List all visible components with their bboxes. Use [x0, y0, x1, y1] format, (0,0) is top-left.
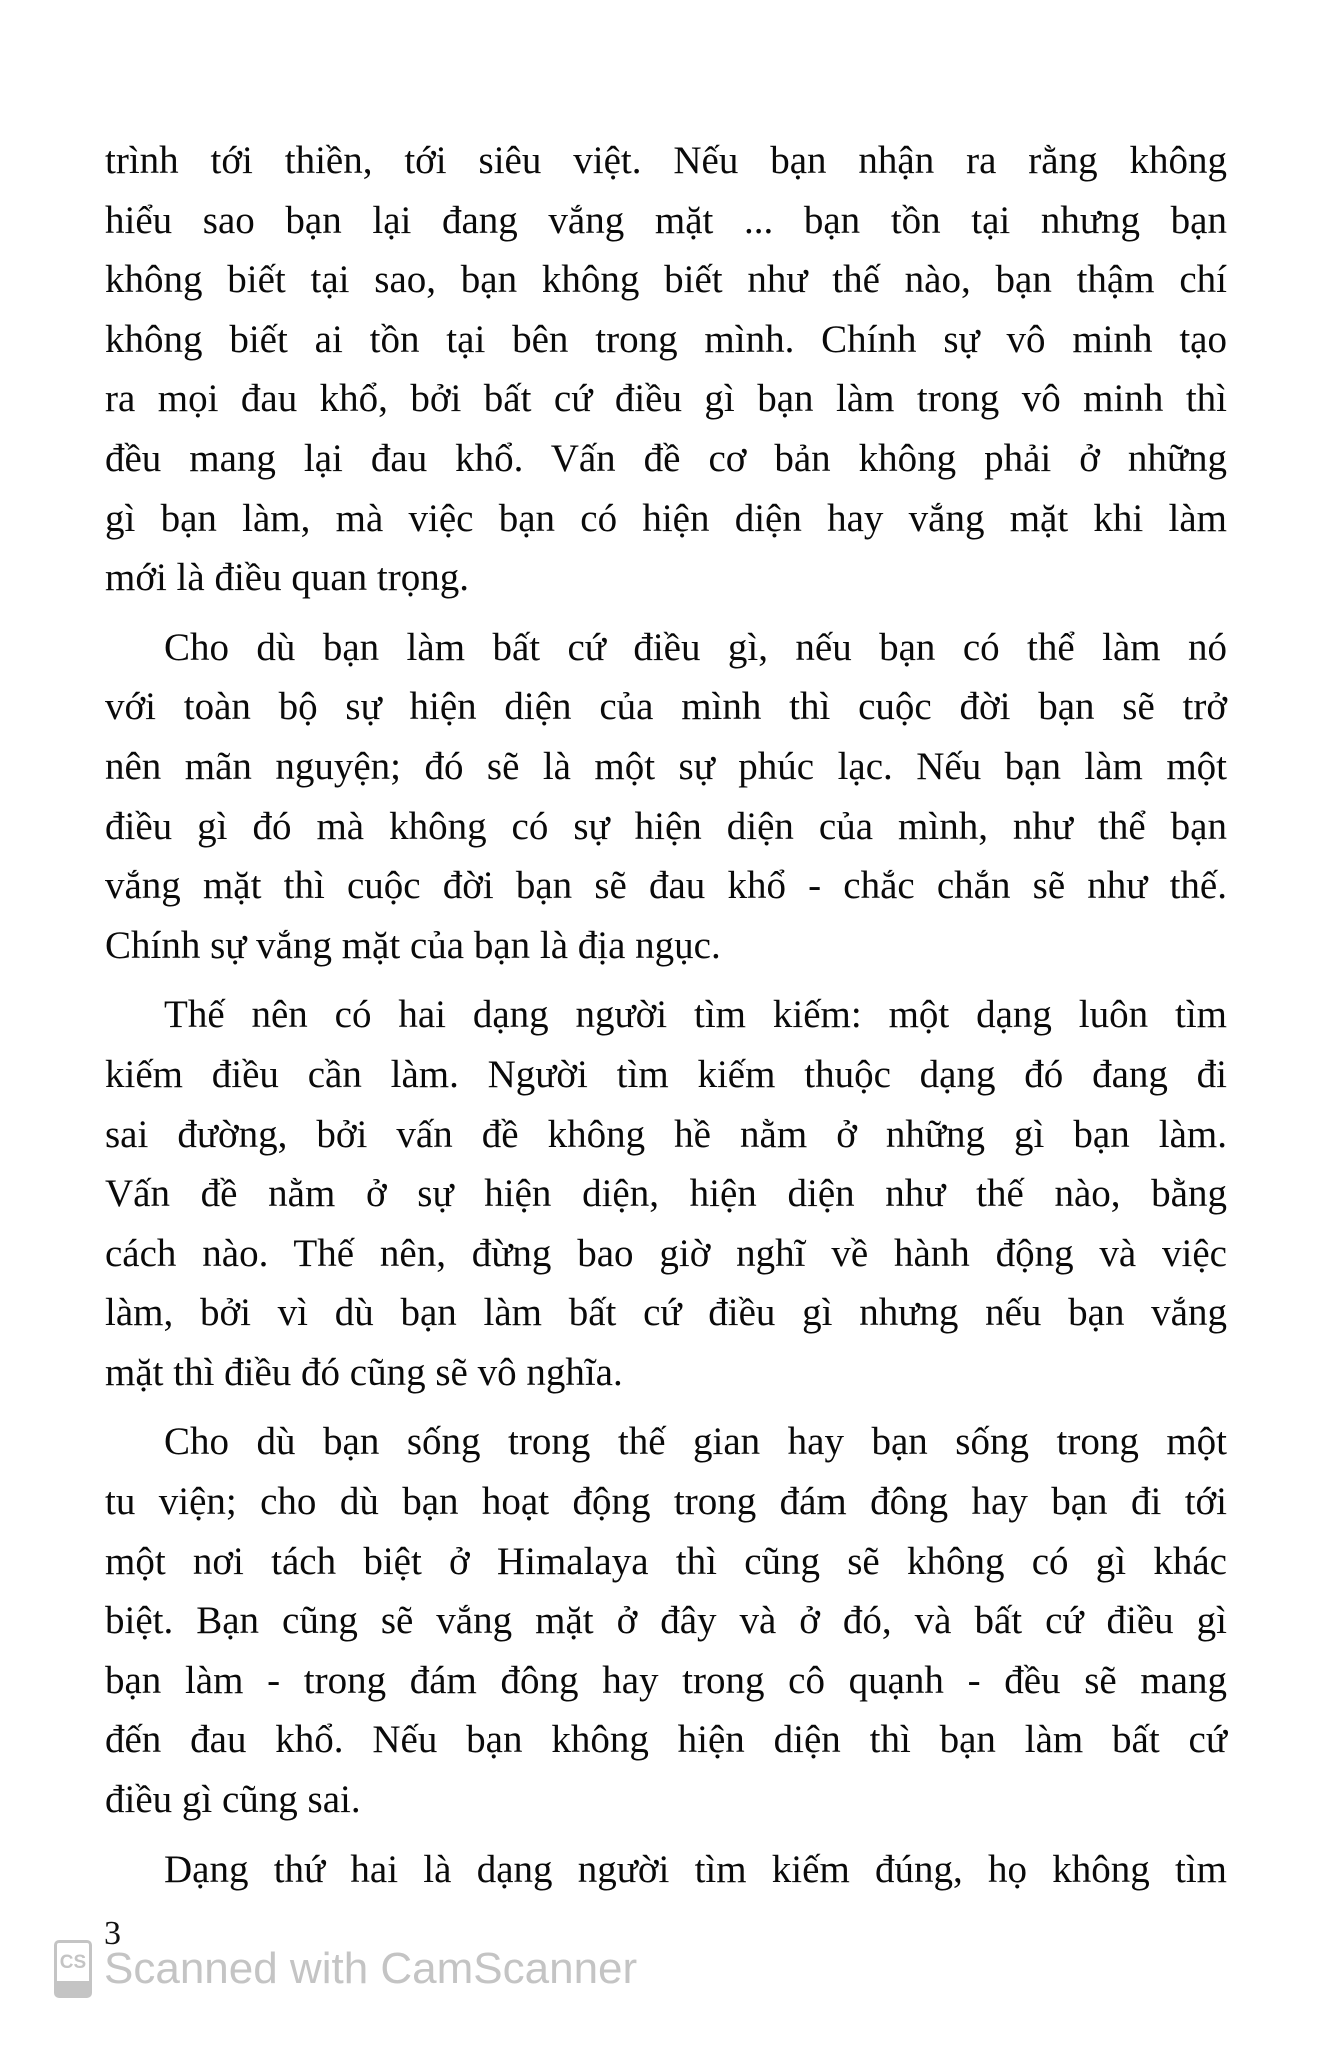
text-line: Chính sự vắng mặt của bạn là địa ngục. [105, 923, 721, 967]
paragraph [105, 131, 1227, 608]
text-line: gì bạn làm, mà việc bạn có hiện diện hay vắng mặt khi làm [105, 496, 1227, 540]
text-line: trình tới thiền, tới siêu việt. Nếu bạn nhận ra rằng không [105, 139, 1227, 182]
paragraph [105, 985, 1227, 1402]
camscanner-watermark [54, 1940, 637, 1998]
text-line: không biết tại sao, bạn không biết như thế nào, bạn thậm chí [105, 258, 1227, 302]
camscanner-logo-icon [54, 1940, 92, 1998]
paragraph [105, 1412, 1227, 1829]
text-line: biệt. Bạn cũng sẽ vắng mặt ở đây và ở đó, và bất cứ điều gì [105, 1599, 1227, 1643]
paragraph [105, 618, 1227, 976]
text-line: tu viện; cho dù bạn hoạt động trong đám đông hay bạn đi tới [105, 1480, 1227, 1524]
text-line: Cho dù bạn làm bất cứ điều gì, nếu bạn có thể làm nó [164, 625, 1227, 669]
page-number: 3 [104, 1915, 121, 1952]
text-line: Vấn đề nằm ở sự hiện diện, hiện diện như thế nào, bằng [105, 1172, 1227, 1216]
text-line: Cho dù bạn sống trong thế gian hay bạn sống trong một [164, 1420, 1227, 1464]
text-line: sai đường, bởi vấn đề không hề nằm ở những gì bạn làm. [105, 1112, 1227, 1156]
text-line: ra mọi đau khổ, bởi bất cứ điều gì bạn làm trong vô minh thì [105, 377, 1227, 421]
text-line: mặt thì điều đó cũng sẽ vô nghĩa. [105, 1350, 623, 1394]
paragraph [105, 1840, 1227, 1900]
text-line: bạn làm - trong đám đông hay trong cô quạnh - đều sẽ mang [105, 1658, 1227, 1702]
text-line: Thế nên có hai dạng người tìm kiếm: một dạng luôn tìm [164, 993, 1227, 1037]
text-line: với toàn bộ sự hiện diện của mình thì cuộc đời bạn sẽ trở [105, 685, 1227, 729]
text-line: điều gì cũng sai. [105, 1778, 361, 1822]
book-page-text [105, 131, 1227, 1909]
text-line: hiểu sao bạn lại đang vắng mặt ... bạn tồn tại nhưng bạn [105, 198, 1227, 242]
text-line: Dạng thứ hai là dạng người tìm kiếm đúng, họ không tìm [164, 1847, 1227, 1891]
text-line: đến đau khổ. Nếu bạn không hiện diện thì bạn làm bất cứ [105, 1718, 1227, 1762]
logo-text: CS [59, 1952, 87, 1973]
text-line: kiếm điều cần làm. Người tìm kiếm thuộc dạng đó đang đi [105, 1052, 1227, 1096]
text-line: không biết ai tồn tại bên trong mình. Chính sự vô minh tạo [105, 317, 1227, 361]
text-line: mới là điều quan trọng. [105, 556, 469, 600]
text-line: làm, bởi vì dù bạn làm bất cứ điều gì nhưng nếu bạn vắng [105, 1291, 1227, 1335]
text-line: điều gì đó mà không có sự hiện diện của mình, như thể bạn [105, 804, 1227, 848]
text-line: cách nào. Thế nên, đừng bao giờ nghĩ về hành động và việc [105, 1231, 1227, 1275]
text-line: nên mãn nguyện; đó sẽ là một sự phúc lạc. Nếu bạn làm một [105, 744, 1227, 788]
watermark-text: Scanned with CamScanner [104, 1944, 638, 1993]
text-line: vắng mặt thì cuộc đời bạn sẽ đau khổ - chắc chắn sẽ như thế. [105, 864, 1227, 908]
text-line: đều mang lại đau khổ. Vấn đề cơ bản không phải ở những [105, 436, 1227, 480]
text-line: một nơi tách biệt ở Himalaya thì cũng sẽ không có gì khác [105, 1539, 1227, 1583]
